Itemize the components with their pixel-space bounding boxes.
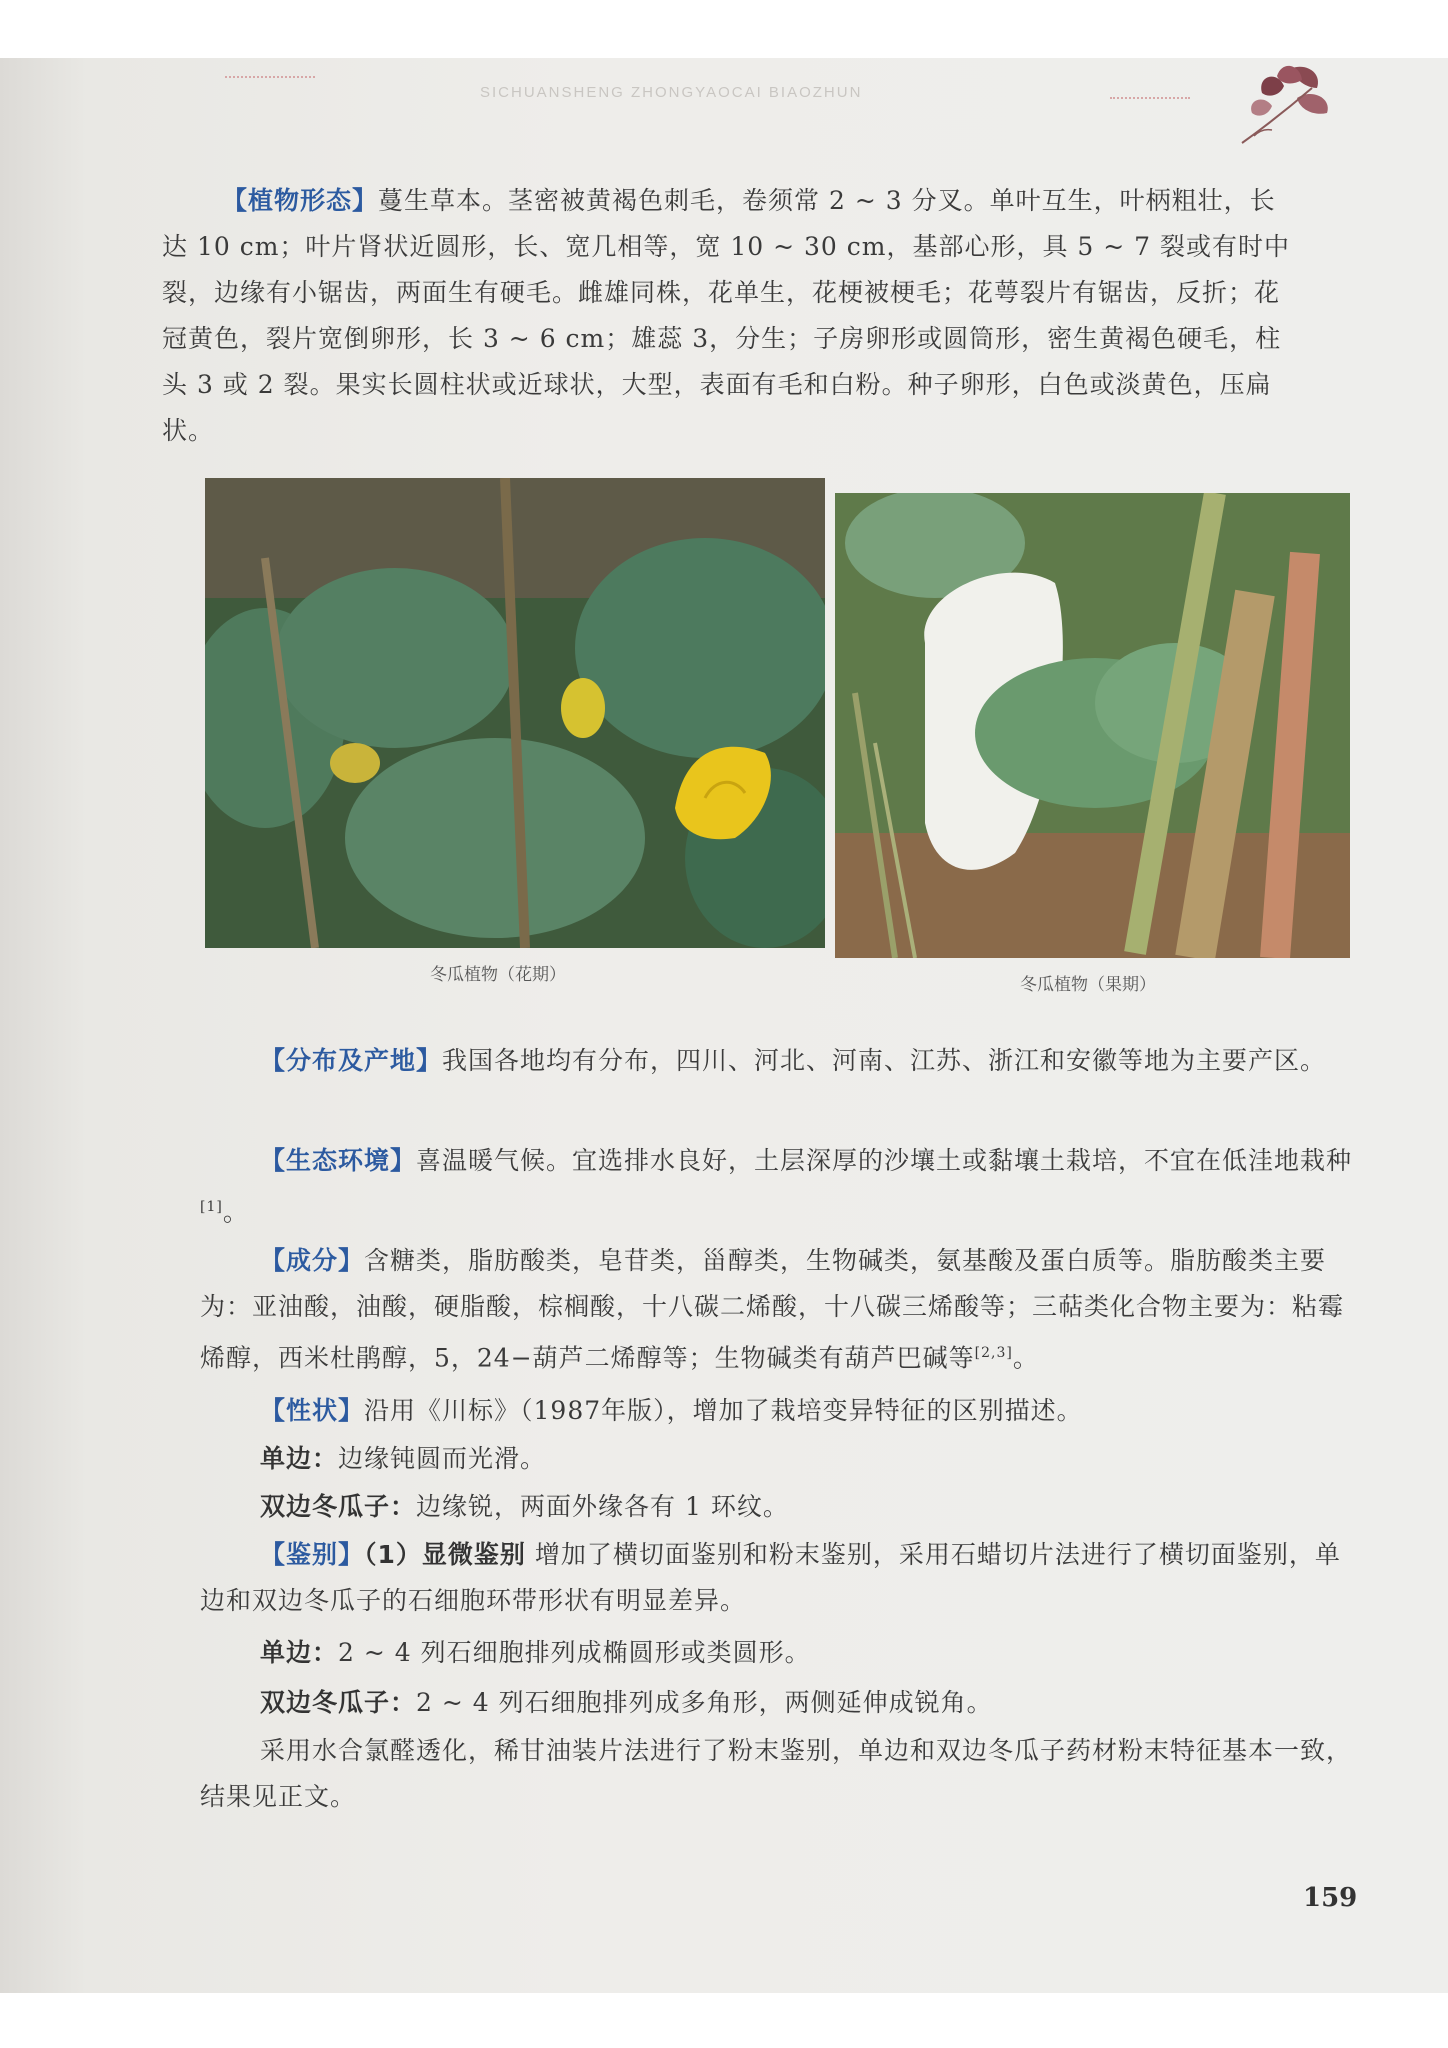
characters-double-text: 边缘锐，两面外缘各有 1 环纹。	[416, 1492, 789, 1521]
identification-text: 增加了横切面鉴别和粉末鉴别，采用石蜡切片法进行了横切面鉴别，单边和双边冬瓜子的石细胞环带形状有明显差异。	[200, 1540, 1341, 1615]
composition-ref: [2,3]	[974, 1345, 1013, 1361]
characters-double-label: 双边冬瓜子：	[260, 1492, 417, 1521]
caption-fruiting: 冬瓜植物（果期）	[1020, 975, 1156, 995]
running-title: SICHUANSHENG ZHONGYAOCAI BIAOZHUN	[480, 84, 863, 101]
header-left-ornament	[225, 76, 315, 86]
heading-distribution: 【分布及产地】	[260, 1046, 443, 1075]
identification-single-label: 单边：	[260, 1638, 339, 1667]
characters-double	[260, 1484, 1360, 1530]
photo-flowering	[205, 478, 825, 948]
section-characters	[200, 1388, 1360, 1434]
heading-composition: 【成分】	[260, 1246, 365, 1275]
heading-ecology: 【生态环境】	[260, 1146, 417, 1175]
heading-identification: 【鉴别】	[260, 1540, 365, 1569]
section-morphology	[162, 178, 1292, 454]
heading-characters: 【性状】	[260, 1396, 365, 1425]
characters-text: 沿用《川标》（1987年版），增加了栽培变异特征的区别描述。	[364, 1396, 1083, 1425]
ecology-tail: 。	[222, 1197, 249, 1227]
composition-text: 含糖类，脂肪酸类，皂苷类，甾醇类，生物碱类，氨基酸及蛋白质等。脂肪酸类主要为：亚油酸，油酸，硬脂酸，棕榈酸，十八碳二烯酸，十八碳三烯酸等；三萜类化合物主要为：粘霉烯醇，西米杜鹃醇，5，24−葫芦二烯醇等；生物碱类有葫芦巴碱等	[200, 1246, 1345, 1373]
identification-powder	[200, 1728, 1360, 1820]
morphology-text: 蔓生草本。茎密被黄褐色刺毛，卷须常 2 ~ 3 分叉。单叶互生，叶柄粗壮，长达 10 cm；叶片肾状近圆形，长、宽几相等，宽 10 ~ 30 cm，基部心形，具 5 ~ 7 裂或有时中裂，边缘有小锯齿，两面生有硬毛。雌雄同株，花单生，花梗被梗毛；花萼裂片有锯齿，反折；花冠黄色，裂片宽倒卵形，长 3 ~ 6 cm；雄蕊 3，分生；子房卵形或圆筒形，密生黄褐色硬毛，柱头 3 或 2 裂。果实长圆柱状或近球状，大型，表面有毛和白粉。种子卵形，白色或淡黄色，压扁状。	[162, 186, 1291, 445]
characters-single-label: 单边：	[260, 1444, 339, 1473]
section-ecology	[200, 1138, 1360, 1235]
section-identification	[200, 1532, 1360, 1624]
header-right-ornament	[1110, 97, 1190, 107]
characters-single	[260, 1436, 1360, 1482]
composition-tail: 。	[1012, 1343, 1039, 1373]
page-number: 159	[1303, 1883, 1358, 1913]
identification-double-text: 2 ~ 4 列石细胞排列成多角形，两侧延伸成锐角。	[416, 1688, 993, 1717]
identification-double	[260, 1680, 1360, 1726]
section-distribution	[200, 1038, 1360, 1084]
identification-single	[260, 1630, 1360, 1676]
characters-single-text: 边缘钝圆而光滑。	[338, 1444, 547, 1473]
heading-morphology: 【植物形态】	[222, 186, 379, 215]
section-composition	[200, 1238, 1360, 1381]
leaf-logo-icon	[1222, 58, 1342, 148]
distribution-text: 我国各地均有分布，四川、河北、河南、江苏、浙江和安徽等地为主要产区。	[442, 1046, 1327, 1075]
photo-fruiting	[835, 493, 1350, 958]
caption-flowering: 冬瓜植物（花期）	[430, 965, 566, 985]
page-bottom-margin	[0, 1993, 1448, 2048]
identification-single-text: 2 ~ 4 列石细胞排列成椭圆形或类圆形。	[338, 1638, 811, 1667]
identification-double-label: 双边冬瓜子：	[260, 1688, 417, 1717]
identification-powder-text: 采用水合氯醛透化，稀甘油装片法进行了粉末鉴别，单边和双边冬瓜子药材粉末特征基本一致，结果见正文。	[200, 1736, 1353, 1811]
ecology-ref: [1]	[200, 1199, 223, 1215]
subheading-microscopic: （1）显微鉴别	[364, 1540, 526, 1569]
ecology-text: 喜温暖气候。宜选排水良好，土层深厚的沙壤土或黏壤土栽培，不宜在低洼地栽种	[416, 1146, 1353, 1175]
